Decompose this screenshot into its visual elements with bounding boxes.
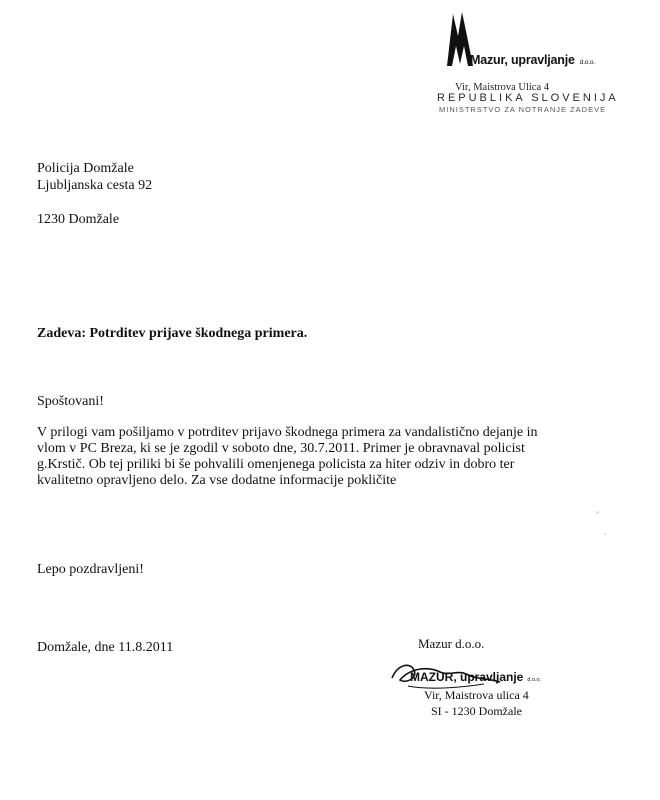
subject-line: Zadeva: Potrditev prijave škodnega primera.	[37, 326, 308, 341]
body-line: V prilogi vam pošiljamo v potrditev prijavo škodnega primera za vandalistično dejanje in	[37, 425, 538, 440]
date-line: Domžale, dne 11.8.2011	[37, 640, 174, 655]
signature-address-line-2: SI - 1230 Domžale	[431, 704, 522, 718]
scan-speck	[604, 533, 606, 535]
received-stamp	[437, 92, 617, 114]
signature-company: Mazur d.o.o.	[418, 636, 485, 651]
body-line: vlom v PC Breza, ki se je zgodil v soboto dne, 30.7.2011. Primer je obravnaval policist	[37, 441, 525, 456]
body-line: g.Krstič. Ob tej priliki bi še pohvalili omenjenega policista za hiter odziv in dobro ter	[37, 457, 515, 472]
recipient-name: Policija Domžale	[37, 161, 134, 176]
scan-speck	[596, 511, 599, 514]
closing: Lepo pozdravljeni!	[37, 562, 144, 577]
signature-stamp-company-name: MAZUR, upravljanje d.o.o.	[410, 670, 542, 684]
signature-stamp-suffix: d.o.o.	[527, 677, 542, 683]
salutation: Spoštovani!	[37, 394, 104, 409]
header-address: Vir, Maistrova Ulica 4	[455, 82, 550, 93]
recipient-street: Ljubljanska cesta 92	[37, 178, 153, 193]
signature-address-line-1: Vir, Maistrova ulica 4	[424, 688, 529, 702]
recipient-city: 1230 Domžale	[37, 212, 120, 227]
header-company-name: Mazur, upravljanje d.o.o.	[470, 53, 595, 67]
stamp-subtext: MINISTRSTVO ZA NOTRANJE ZADEVE	[439, 105, 607, 114]
stamp-text: REPUBLIKA SLOVENIJA	[437, 92, 619, 104]
header-company-suffix: d.o.o.	[579, 59, 595, 66]
body-line: kvalitetno opravljeno delo. Za vse dodatne informacije pokličite	[37, 473, 397, 488]
letter-body	[37, 425, 583, 489]
